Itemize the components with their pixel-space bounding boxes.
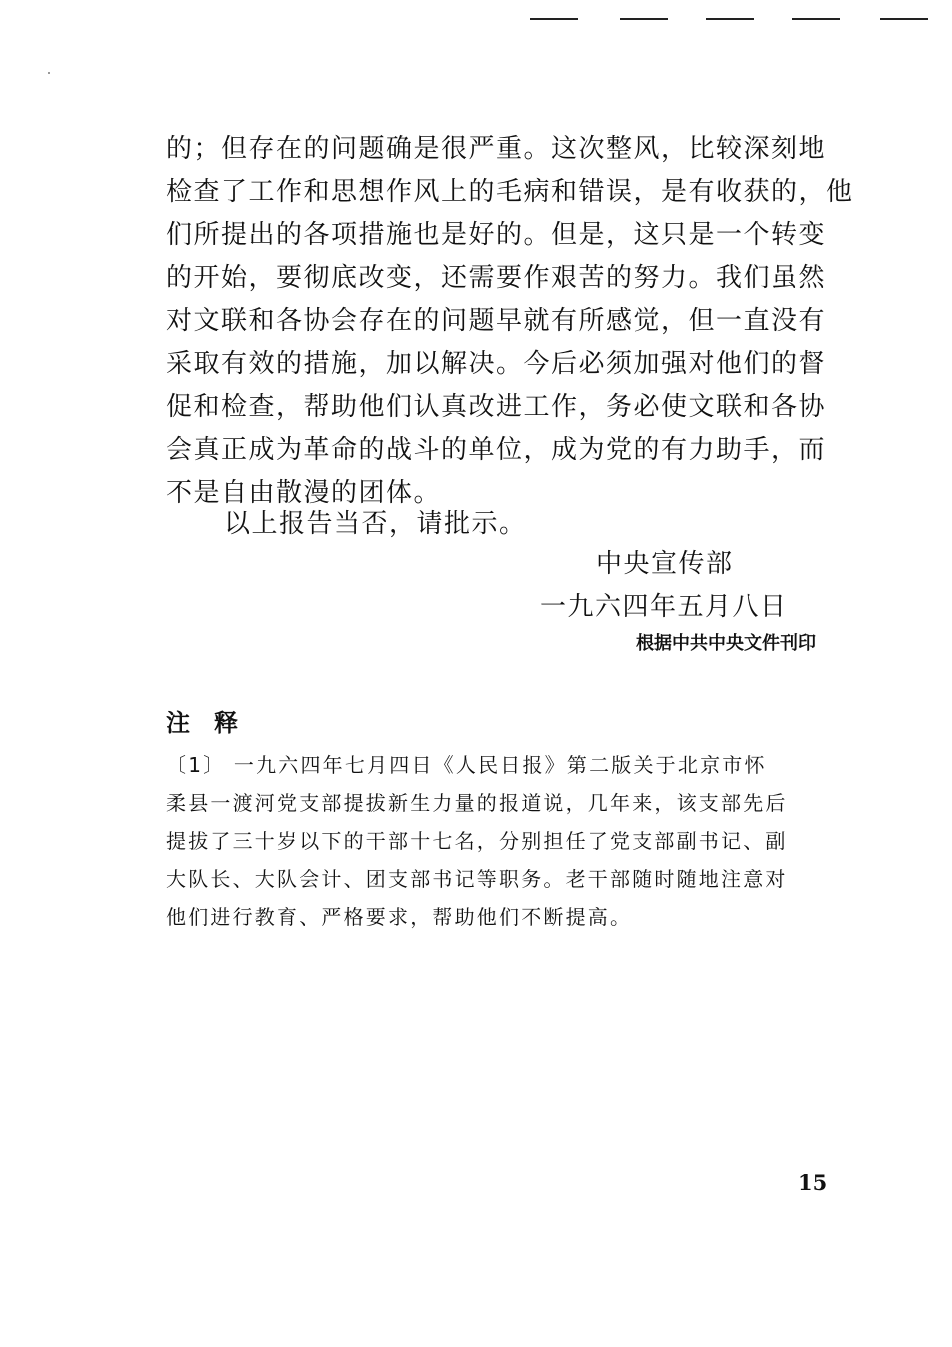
footnote-line: 柔县一渡河党支部提拔新生力量的报道说，几年来，该支部先后 bbox=[166, 791, 788, 815]
notes-heading: 注释 bbox=[166, 709, 262, 737]
report-date: 一九六四年五月八日 bbox=[540, 592, 788, 622]
closing-request: 以上报告当否，请批示。 bbox=[224, 509, 527, 539]
footnotes bbox=[166, 746, 856, 936]
footnote-line: 大队长、大队会计、团支部书记等职务。老干部随时随地注意对 bbox=[166, 867, 788, 891]
signer: 中央宣传部 bbox=[596, 549, 734, 579]
header-rule bbox=[530, 18, 930, 22]
source-note: 根据中共中央文件刊印 bbox=[636, 633, 816, 654]
footnote-line: 提拔了三十岁以下的干部十七名，分别担任了党支部副书记、副 bbox=[166, 829, 788, 853]
body-line: 采取有效的措施，加以解决。今后必须加强对他们的督 bbox=[166, 349, 827, 379]
header-rule-segment bbox=[706, 18, 754, 20]
body-line: 们所提出的各项措施也是好的。但是，这只是一个转变 bbox=[166, 220, 827, 250]
header-rule-segment bbox=[620, 18, 668, 20]
header-rule-segment bbox=[880, 18, 928, 20]
footnote-line: 他们进行教育、严格要求，帮助他们不断提高。 bbox=[166, 905, 633, 929]
page-number: 15 bbox=[798, 1170, 828, 1195]
body-line: 促和检查，帮助他们认真改进工作，务必使文联和各协 bbox=[166, 392, 827, 422]
report-body bbox=[166, 128, 856, 515]
body-line: 对文联和各协会存在的问题早就有所感觉，但一直没有 bbox=[166, 306, 827, 336]
header-rule-segment bbox=[792, 18, 840, 20]
header-rule-segment bbox=[530, 18, 578, 20]
body-line: 检查了工作和思想作风上的毛病和错误，是有收获的，他 bbox=[166, 177, 854, 207]
body-line: 的；但存在的问题确是很严重。这次整风，比较深刻地 bbox=[166, 134, 827, 164]
scan-speck bbox=[48, 72, 50, 74]
footnote-line: 〔1〕 一九六四年七月四日《人民日报》第二版关于北京市怀 bbox=[166, 753, 767, 777]
body-line: 不是自由散漫的团体。 bbox=[166, 478, 442, 508]
body-line: 会真正成为革命的战斗的单位，成为党的有力助手，而 bbox=[166, 435, 827, 465]
body-line: 的开始，要彻底改变，还需要作艰苦的努力。我们虽然 bbox=[166, 263, 827, 293]
